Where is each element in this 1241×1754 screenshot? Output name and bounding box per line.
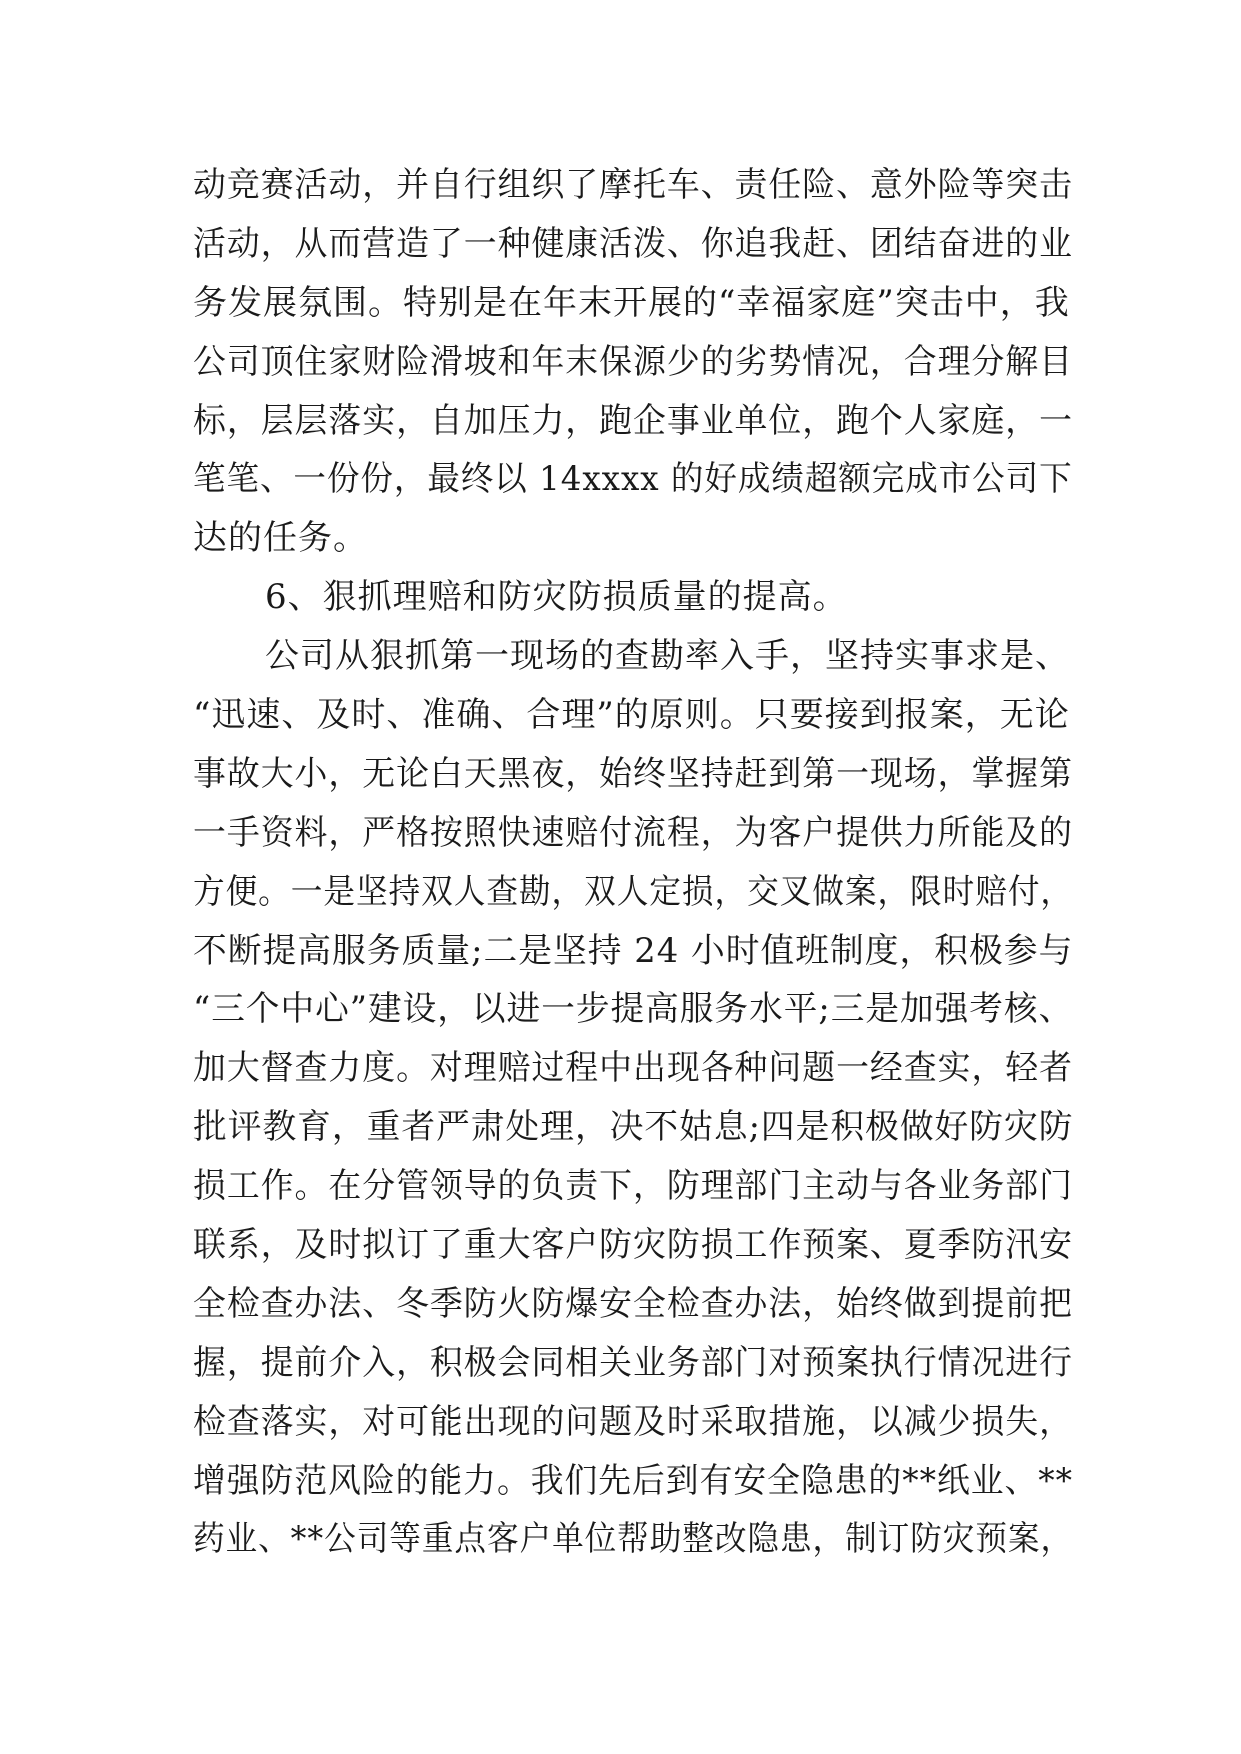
body-text bbox=[193, 156, 1073, 1569]
text-line: 联系，及时拟订了重大客户防灾防损工作预案、夏季防汛安 bbox=[193, 1225, 1073, 1266]
text-line: 标，层层落实，自加压力，跑企事业单位，跑个人家庭，一 bbox=[193, 400, 1073, 441]
text-line: 检查落实，对可能出现的问题及时采取措施，以减少损失， bbox=[193, 1401, 1073, 1442]
text-line: 动竞赛活动，并自行组织了摩托车、责任险、意外险等突击 bbox=[193, 165, 1073, 205]
text-line: 握，提前介入，积极会同相关业务部门对预案执行情况进行 bbox=[193, 1342, 1073, 1383]
text-line: 公司从狠抓第一现场的查勘率入手，坚持实事求是、 bbox=[265, 636, 1070, 677]
text-line: 活动，从而营造了一种健康活泼、你追我赶、团结奋进的业 bbox=[193, 223, 1073, 264]
text-line: 批评教育，重者严肃处理，决不姑息;四是积极做好防灾防 bbox=[193, 1107, 1074, 1148]
text-line: 药业、**公司等重点客户单位帮助整改隐患，制订防灾预案， bbox=[193, 1519, 1073, 1560]
text-line: 一手资料，严格按照快速赔付流程，为客户提供力所能及的 bbox=[193, 812, 1073, 853]
text-line: 方便。一是坚持双人查勘，双人定损，交叉做案，限时赔付， bbox=[193, 871, 1073, 912]
text-line: 事故大小，无论白天黑夜，始终坚持赶到第一现场，掌握第 bbox=[193, 753, 1073, 794]
text-line: “三个中心”建设，以进一步提高服务水平;三是加强考核、 bbox=[193, 989, 1074, 1030]
text-line: 务发展氛围。特别是在年末开展的“幸福家庭”突击中，我 bbox=[193, 282, 1070, 323]
text-line: 不断提高服务质量;二是坚持 24 小时值班制度，积极参与 bbox=[193, 930, 1074, 971]
section-heading: 6、狠抓理赔和防灾防损质量的提高。 bbox=[265, 577, 848, 618]
text-line: 公司顶住家财险滑坡和年末保源少的劣势情况，合理分解目 bbox=[193, 341, 1073, 382]
text-line: 增强防范风险的能力。我们先后到有安全隐患的**纸业、** bbox=[193, 1460, 1073, 1501]
text-line: 加大督查力度。对理赔过程中出现各种问题一经查实，轻者 bbox=[193, 1048, 1073, 1089]
text-line: 损工作。在分管领导的负责下，防理部门主动与各业务部门 bbox=[193, 1166, 1073, 1207]
text-line: 达的任务。 bbox=[193, 518, 368, 559]
text-line: 全检查办法、冬季防火防爆安全检查办法，始终做到提前把 bbox=[193, 1283, 1073, 1324]
text-line: 笔笔、一份份，最终以 14xxxx 的好成绩超额完成市公司下 bbox=[193, 459, 1073, 500]
text-line: “迅速、及时、准确、合理”的原则。只要接到报案，无论 bbox=[193, 695, 1070, 736]
